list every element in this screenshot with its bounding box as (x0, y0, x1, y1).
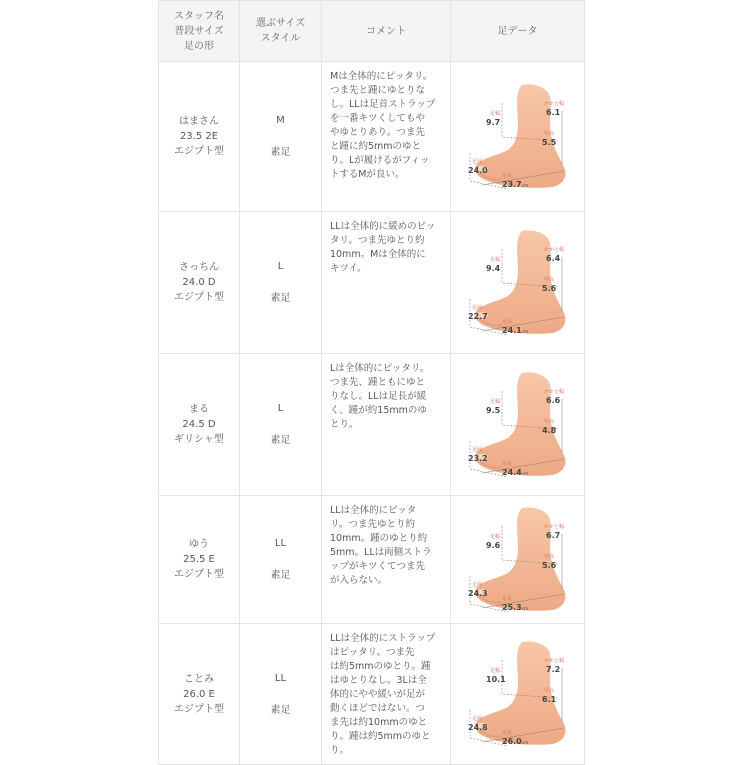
comment-line: 10mm。踵のゆとり約 (330, 533, 428, 544)
value-heel: 6.6 (545, 395, 560, 405)
header-style: スタイル (260, 33, 301, 44)
style: 素足 (270, 570, 291, 581)
style: 素足 (270, 147, 291, 158)
header-usual-size: 普段サイズ (174, 25, 224, 37)
comment-line: LLは全体的にピッタ (330, 505, 417, 516)
staff-name: はまさん (179, 116, 219, 127)
foot-shape: エジプト型 (174, 146, 224, 157)
foot-diagram (462, 638, 574, 750)
comment-line: り。 (330, 745, 350, 756)
comment-line: 5mm。LLは両側ストラ (330, 547, 432, 558)
size-cell (240, 62, 322, 212)
comment-line: とり。 (330, 419, 359, 430)
staff-cell (159, 62, 240, 212)
comment-line: LLは全体的に緩めのピッ (330, 221, 436, 232)
comment-line: 10mm。Mは全体的に (330, 249, 426, 260)
header-staff-name: スタッフ名 (174, 10, 224, 22)
staff-cell (159, 496, 240, 624)
header-foot-data: 足データ (451, 1, 585, 62)
value-length-unit: cm (521, 740, 528, 745)
comment-line: トするMが良い。 (330, 169, 405, 180)
label-heel: かかと幅 (543, 388, 564, 395)
comment-line: ま先は約10mmのゆと (330, 717, 428, 728)
style: 素足 (270, 704, 291, 716)
value-length-unit: cm (521, 605, 528, 611)
label-heel: かかと幅 (543, 100, 564, 107)
usual-size: 23.5 2E (179, 131, 219, 142)
foot-diagram (462, 369, 574, 481)
size-cell (240, 496, 322, 624)
usual-size: 25.5 E (183, 554, 215, 565)
comment-cell (322, 212, 451, 354)
value-instep: 6.1 (541, 695, 556, 704)
label-heel: かかと幅 (543, 246, 564, 253)
usual-size: 24.5 D (182, 419, 216, 430)
header-row (159, 1, 585, 62)
foot-data-cell (451, 354, 585, 496)
comment-line: は約5mmのゆとり。踵 (330, 661, 431, 672)
value-length: 24.1 (501, 325, 522, 335)
chosen-size: M (276, 115, 285, 126)
value-heel: 6.7 (545, 530, 560, 540)
label-length: 足長 (501, 318, 512, 325)
comment-line: つま先と踵にゆとりな (330, 85, 426, 96)
table-row (159, 62, 585, 212)
value-instep: 4.8 (541, 425, 556, 435)
value-girth: 24.8 (467, 723, 488, 732)
label-girth: 足囲 (471, 158, 482, 165)
comment-line: と踵に約5mmのゆと (330, 141, 422, 152)
label-width: 足幅 (489, 110, 500, 117)
foot-shape: エジプト型 (174, 703, 224, 715)
header-staff (159, 1, 240, 62)
style: 素足 (270, 435, 291, 446)
comment-text (322, 62, 450, 182)
value-heel: 6.1 (545, 107, 560, 117)
comment-text (322, 496, 450, 588)
comment-line: り。踵は約5mmのゆと (330, 731, 431, 742)
table-row (159, 496, 585, 624)
label-width: 足幅 (489, 398, 500, 405)
label-length: 足長 (501, 172, 512, 179)
foot-data-cell (451, 62, 585, 212)
label-width: 足幅 (489, 668, 500, 674)
comment-line: LLは全体的にストラップ (330, 633, 436, 644)
value-instep: 5.6 (541, 283, 556, 293)
foot-data-cell (451, 496, 585, 624)
value-length: 24.4 (501, 467, 522, 477)
comment-text (322, 212, 450, 276)
comment-line: ップがキツくてつま先 (330, 561, 426, 572)
label-instep: 甲高 (543, 688, 554, 694)
foot-diagram (462, 81, 574, 193)
value-girth: 24.3 (467, 588, 488, 598)
size-cell (240, 354, 322, 496)
comment-line: く、踵が約15mmのゆ (330, 405, 427, 416)
value-length: 23.7 (501, 179, 522, 189)
comment-line: Mは全体的にピッタリ。 (330, 71, 433, 82)
comment-cell (322, 624, 451, 765)
foot-data-cell (451, 624, 585, 765)
comment-line: タリ。つま先ゆとり約 (330, 235, 425, 246)
comment-cell (322, 354, 451, 496)
comment-text (322, 624, 450, 758)
value-width: 9.7 (485, 117, 500, 127)
size-cell (240, 212, 322, 354)
foot-data-cell (451, 212, 585, 354)
comment-line: Lは全体的にピッタリ。 (330, 363, 430, 374)
chosen-size: LL (274, 538, 287, 549)
value-heel: 7.2 (545, 665, 560, 674)
label-instep: 甲高 (543, 276, 554, 283)
comment-line: はゆとりなし。3Lは全 (330, 675, 427, 686)
value-width: 9.4 (485, 263, 500, 273)
comment-text (322, 354, 450, 432)
staff-cell (159, 212, 240, 354)
header-chosen-size: 選ぶサイズ (255, 18, 306, 29)
value-width: 9.5 (485, 405, 500, 415)
comment-line: りなし。LLは足長が緩 (330, 391, 427, 402)
usual-size: 26.0 E (183, 688, 215, 700)
comment-line: リ。つま先ゆとり約 (330, 519, 416, 530)
header-size (240, 1, 322, 62)
comment-line: し。LLは足首ストラップ (330, 99, 436, 110)
chosen-size: L (277, 403, 284, 414)
comment-line: やゆとりあり。つま先 (330, 127, 426, 138)
foot-shape: エジプト型 (174, 569, 224, 580)
style: 素足 (270, 293, 291, 304)
label-length: 足長 (501, 730, 512, 736)
foot-shape: ギリシャ型 (174, 434, 224, 445)
staff-cell (159, 624, 240, 765)
comment-line: 体的にやや緩いが足が (330, 689, 426, 700)
table-row (159, 624, 585, 765)
label-width: 足幅 (489, 533, 500, 540)
size-guide-table (158, 0, 585, 765)
label-instep: 甲高 (543, 553, 554, 560)
value-length: 25.3 (501, 602, 522, 612)
value-girth: 24.0 (467, 165, 488, 175)
value-instep: 5.6 (541, 560, 556, 570)
header-comment: コメント (322, 1, 451, 62)
comment-line: を一番キツくしてもや (330, 113, 426, 124)
value-heel: 6.4 (545, 253, 560, 263)
foot-diagram (462, 227, 574, 339)
foot-diagram (462, 504, 574, 616)
comment-line: はピッタリ。つま先 (330, 647, 415, 658)
comment-cell (322, 62, 451, 212)
comment-line: キツイ。 (330, 263, 367, 274)
label-length: 足長 (501, 460, 512, 467)
value-length-unit: cm (521, 328, 528, 334)
table-body (159, 62, 585, 765)
chosen-size: LL (274, 672, 287, 684)
comment-line: が入らない。 (330, 575, 388, 586)
staff-name: まる (189, 404, 209, 415)
foot-shape: エジプト型 (174, 292, 224, 303)
label-instep: 甲高 (543, 130, 554, 137)
label-length: 足長 (501, 595, 512, 602)
value-length-unit: cm (521, 470, 528, 476)
staff-name: ことみ (184, 673, 214, 685)
label-girth: 足囲 (471, 581, 482, 588)
table-row (159, 212, 585, 354)
label-girth: 足囲 (471, 304, 482, 311)
label-width: 足幅 (489, 256, 500, 263)
chosen-size: L (277, 261, 284, 272)
comment-line: り。Lが履けるがフィッ (330, 155, 430, 166)
size-cell (240, 624, 322, 765)
label-girth: 足囲 (471, 716, 482, 722)
header-foot-shape: 足の形 (184, 40, 214, 52)
staff-name: さっちん (179, 262, 219, 273)
value-length: 26.0 (501, 737, 522, 746)
usual-size: 24.0 D (182, 277, 216, 288)
value-instep: 5.5 (541, 137, 556, 147)
comment-cell (322, 496, 451, 624)
comment-line: つま先、踵ともにゆと (330, 377, 426, 388)
label-heel: かかと幅 (543, 523, 564, 530)
label-instep: 甲高 (543, 418, 554, 425)
value-length-unit: cm (521, 182, 528, 188)
table-row (159, 354, 585, 496)
value-girth: 23.2 (467, 453, 488, 463)
value-girth: 22.7 (467, 311, 488, 321)
label-girth: 足囲 (471, 446, 482, 453)
comment-line: 動くほどではない。つ (330, 703, 426, 714)
label-heel: かかと幅 (543, 658, 564, 664)
staff-cell (159, 354, 240, 496)
value-width: 10.1 (485, 675, 506, 684)
value-width: 9.6 (485, 540, 500, 550)
staff-name: ゆう (189, 539, 209, 550)
